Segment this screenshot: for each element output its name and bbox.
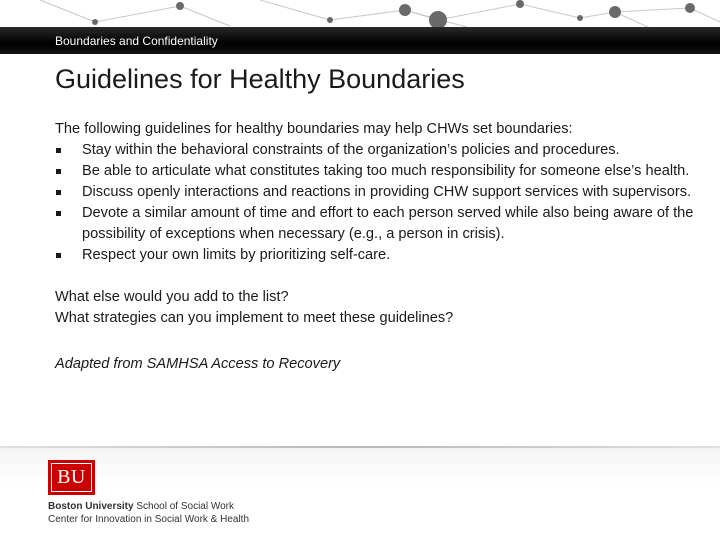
- question-text: What strategies can you implement to meet these guidelines?: [55, 310, 454, 326]
- section-label: Boundaries and Confidentiality: [55, 34, 218, 48]
- slide-title: Guidelines for Healthy Boundaries: [55, 64, 465, 94]
- list-item: [55, 161, 695, 182]
- university-name: Boston University: [48, 501, 134, 512]
- list-item-text: Respect your own limits by prioritizing self-care.: [82, 247, 391, 263]
- question-text: What else would you add to the list?: [55, 289, 289, 305]
- guideline-list: [55, 140, 695, 266]
- network-graphic: [0, 0, 720, 28]
- bu-logo-text: BU: [51, 463, 92, 492]
- list-item: [55, 140, 695, 161]
- list-item: [55, 245, 695, 266]
- list-item-text: Discuss openly interactions and reactions in providing CHW support services with supervisors.: [82, 184, 692, 200]
- list-item-text: Devote a similar amount of time and effort to each person served while also being aware of the possibility of exceptions when necessary (e.g., a person in crisis).: [82, 205, 694, 242]
- list-item-text: Stay within the behavioral constraints of the organization’s policies and procedures.: [82, 142, 620, 158]
- intro-text: The following guidelines for healthy boundaries may help CHWs set boundaries:: [55, 121, 573, 137]
- list-item: [55, 182, 695, 203]
- footer-background: [0, 448, 720, 540]
- square-bullet-icon: [56, 169, 61, 174]
- square-bullet-icon: [56, 148, 61, 153]
- square-bullet-icon: [56, 190, 61, 195]
- bu-logo: [48, 460, 95, 495]
- list-item-text: Be able to articulate what constitutes taking too much responsibility for someone else’s health.: [82, 163, 690, 179]
- square-bullet-icon: [56, 253, 61, 258]
- school-name: [48, 501, 234, 512]
- slide-body: [55, 119, 695, 375]
- source-citation: Adapted from SAMHSA Access to Recovery: [55, 356, 341, 372]
- list-item: [55, 203, 695, 245]
- center-name: Center for Innovation in Social Work & Health: [48, 514, 250, 525]
- school-unit: School of Social Work: [136, 501, 234, 512]
- discussion-questions: [55, 287, 695, 329]
- square-bullet-icon: [56, 211, 61, 216]
